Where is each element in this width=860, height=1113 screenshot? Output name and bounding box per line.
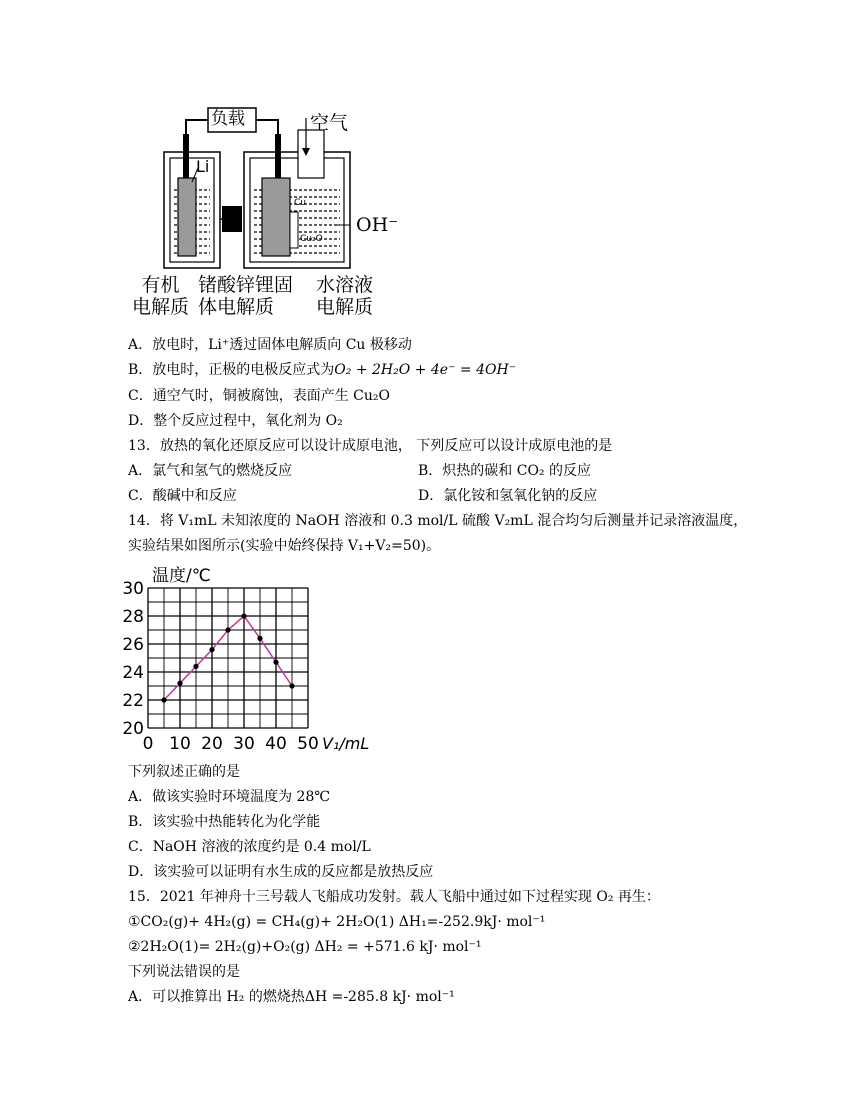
data-point bbox=[273, 660, 278, 665]
y-tick-label: 28 bbox=[122, 607, 144, 627]
q14-option-d: D．该实验可以证明有水生成的反应都是放热反应 bbox=[128, 864, 434, 880]
x-tick-label: 0 bbox=[142, 734, 154, 754]
li-label: Li bbox=[196, 157, 210, 176]
x-tick-label: 20 bbox=[201, 734, 223, 754]
data-point bbox=[289, 683, 294, 688]
q12-option-d: D．整个反应过程中，氧化剂为 O₂ bbox=[128, 413, 343, 429]
q14-option-b: B．该实验中热能转化为化学能 bbox=[128, 814, 321, 830]
data-point bbox=[209, 647, 214, 652]
temperature-chart bbox=[118, 560, 370, 760]
q14-option-a: A．做该实验时环境温度为 28℃ bbox=[128, 789, 331, 805]
data-point bbox=[177, 681, 182, 686]
chart-grid bbox=[148, 588, 308, 728]
cathode-equation: O₂ + 2H₂O + 4e⁻ = 4OH⁻ bbox=[334, 362, 517, 378]
x-tick-label: 30 bbox=[233, 734, 255, 754]
q13-stem: 13．放热的氧化还原反应可以设计成原电池， 下列反应可以设计成原电池的是 bbox=[128, 438, 613, 454]
x-axis-label: V₁/mL bbox=[322, 734, 370, 753]
q15-question: 下列说法错误的是 bbox=[128, 964, 240, 980]
q12-option-b: B．放电时，正极的电极反应式为O₂ + 2H₂O + 4e⁻ = 4OH⁻ bbox=[128, 362, 517, 378]
data-point bbox=[225, 627, 230, 632]
q15-option-a: A．可以推算出 H₂ 的燃烧热ΔH =-285.8 kJ· mol⁻¹ bbox=[128, 989, 455, 1005]
oh-label: OH⁻ bbox=[356, 214, 399, 236]
cu-label: Cu bbox=[294, 198, 306, 208]
q13-option-b: B．炽热的碳和 CO₂ 的反应 bbox=[418, 463, 591, 479]
y-tick-label: 30 bbox=[122, 579, 144, 599]
y-tick-label: 22 bbox=[122, 691, 144, 711]
organic-electrolyte-label: 有机 电解质 bbox=[132, 274, 190, 318]
y-tick-label: 26 bbox=[122, 635, 144, 655]
load-label: 负载 bbox=[211, 109, 245, 129]
data-point bbox=[193, 664, 198, 669]
cu2o-label: Cu₂O bbox=[300, 234, 323, 244]
data-point bbox=[241, 613, 246, 618]
q13-option-c: C．酸碱中和反应 bbox=[128, 488, 237, 504]
q15-stem: 15．2021 年神舟十三号载人飞船成功发射。载人飞船中通过如下过程实现 O₂ 再生： bbox=[128, 889, 660, 905]
battery-drawing bbox=[128, 100, 408, 275]
q14-question: 下列叙述正确的是 bbox=[128, 764, 240, 780]
q12-option-c: C．通空气时，铜被腐蚀，表面产生 Cu₂O bbox=[128, 388, 390, 404]
q15-reaction-2: ②2H₂O(1)= 2H₂(g)+O₂(g) ΔH₂ = +571.6 kJ· mol⁻¹ bbox=[128, 939, 482, 955]
data-point bbox=[161, 697, 166, 702]
q13-option-d: D．氯化铵和氢氧化钠的反应 bbox=[418, 488, 598, 504]
q14-option-c: C．NaOH 溶液的浓度约是 0.4 mol/L bbox=[128, 839, 371, 855]
x-tick-label: 10 bbox=[169, 734, 191, 754]
aqueous-electrolyte-label: 水溶液 电解质 bbox=[316, 274, 374, 318]
q13-option-a: A．氯气和氢气的燃烧反应 bbox=[128, 463, 293, 479]
y-axis-label: 温度/℃ bbox=[152, 566, 211, 586]
x-tick-label: 50 bbox=[297, 734, 319, 754]
x-tick-label: 40 bbox=[265, 734, 287, 754]
data-point bbox=[257, 636, 262, 641]
air-label: 空气 bbox=[310, 112, 349, 134]
solid-electrolyte-label: 锗酸锌锂固 体电解质 bbox=[198, 274, 294, 318]
q12-option-a: A．放电时，Li⁺透过固体电解质向 Cu 极移动 bbox=[128, 337, 412, 353]
q15-reaction-1: ①CO₂(g)+ 4H₂(g) = CH₄(g)+ 2H₂O(1) ΔH₁=-252.9kJ· mol⁻¹ bbox=[128, 914, 546, 930]
q14-stem-line1: 14．将 V₁mL 未知浓度的 NaOH 溶液和 0.3 mol/L 硫酸 V₂mL 混合均匀后测量并记录溶液温度， bbox=[128, 513, 748, 529]
q14-stem-line2: 实验结果如图所示(实验中始终保持 V₁+V₂=50)。 bbox=[128, 538, 441, 554]
battery-diagram bbox=[128, 100, 408, 330]
y-tick-label: 20 bbox=[122, 719, 144, 739]
y-tick-label: 24 bbox=[122, 663, 144, 683]
